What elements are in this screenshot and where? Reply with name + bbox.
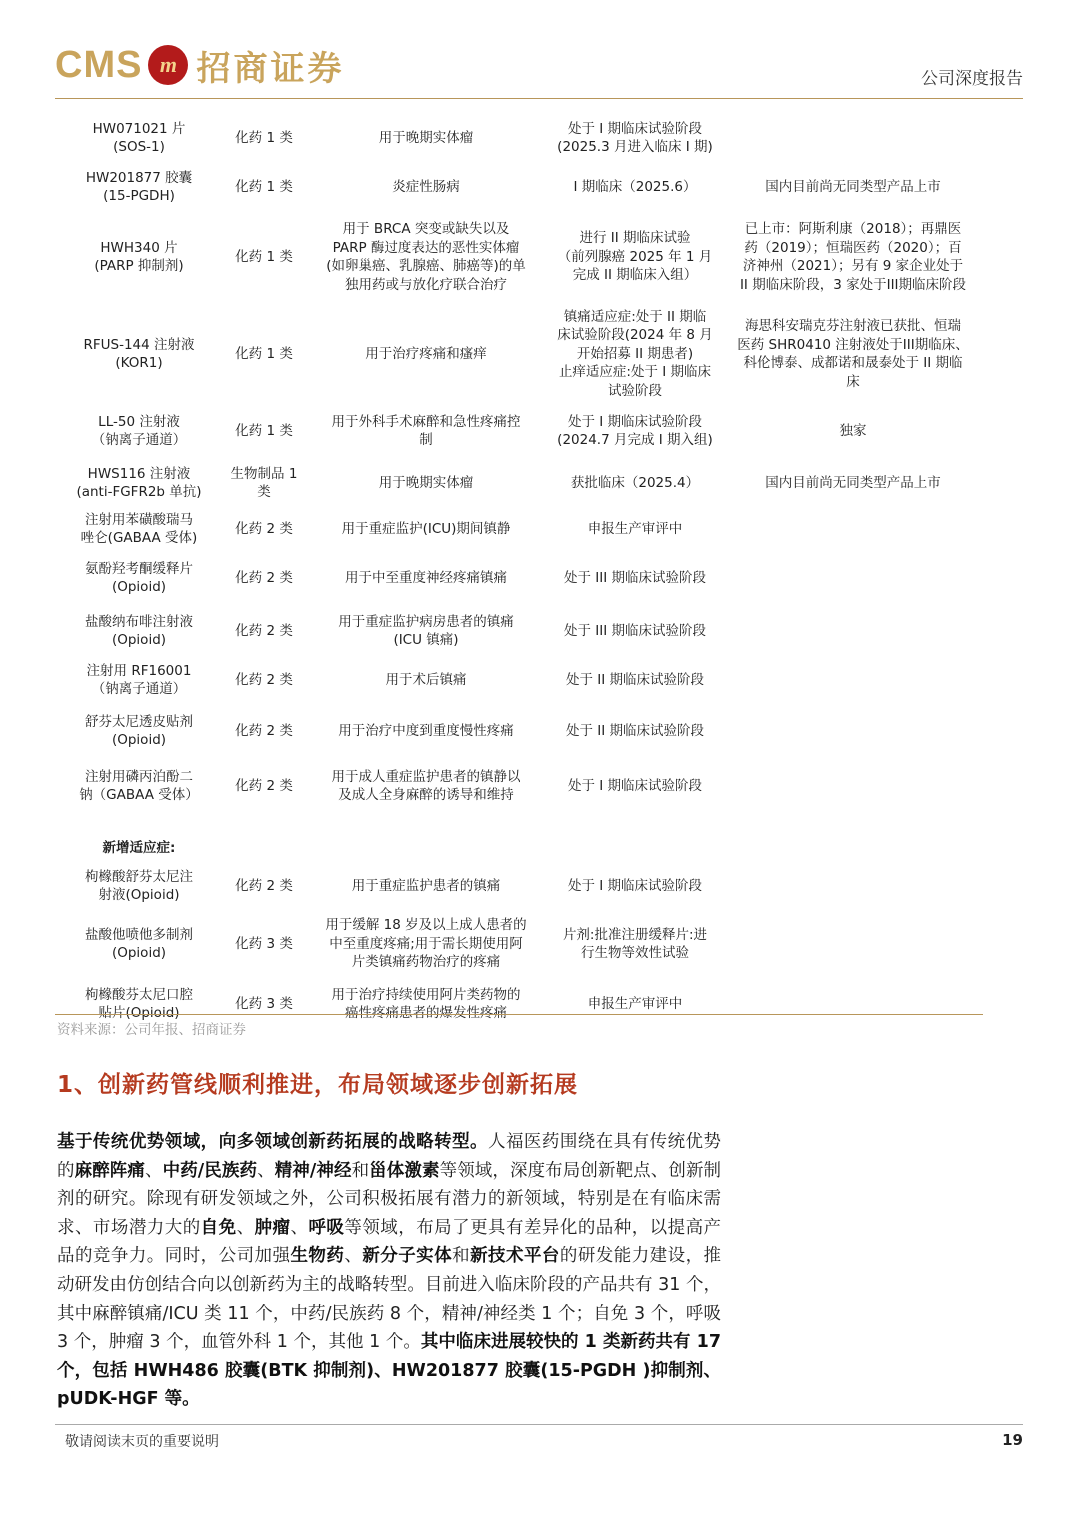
- cell-name: [55, 926, 223, 963]
- cell-line: 化药 2 类: [235, 722, 293, 739]
- text-run: 、: [344, 1246, 363, 1267]
- cell-line: 制: [419, 432, 433, 448]
- bold-run: 自免: [200, 1217, 237, 1238]
- cell-category: [223, 935, 305, 954]
- bold-run: 呼吸: [308, 1217, 345, 1238]
- logo-mark-icon: m: [148, 45, 188, 85]
- cell-line: 用于 BRCA 突变或缺失以及: [342, 221, 510, 237]
- cell-line: 申报生产审评中: [587, 520, 683, 537]
- cell-indication: [305, 671, 547, 690]
- cell-indication: [305, 768, 547, 805]
- cell-line: 化药 2 类: [235, 622, 293, 639]
- bold-run: 其中临床进展较快的 1 类新药共有 17 个，包括 HWH486 胶囊(BTK 抑制剂)、HW201877 胶囊(15-PGDH )抑制剂、pUDK-HGF 等。: [57, 1332, 721, 1410]
- cell-indication: [305, 877, 547, 896]
- table-bottom-rule: [55, 1014, 983, 1015]
- cell-line: 注射用苯磺酸瑞马: [85, 511, 193, 528]
- logo-chinese: 招商证券: [196, 48, 345, 89]
- text-run: 和: [452, 1246, 471, 1267]
- cell-category: [223, 178, 305, 197]
- cell-line: 用于治疗持续使用阿片类药物的: [331, 986, 521, 1003]
- text-run: 、: [145, 1160, 163, 1181]
- cell-line: 处于 III 期临床试验阶段: [563, 622, 707, 639]
- page-footer: [55, 1424, 1023, 1465]
- cell-line: 射液(Opioid): [98, 887, 180, 903]
- cell-name: [55, 120, 223, 157]
- cell-category: [223, 520, 305, 539]
- cell-line: 已上市：阿斯利康（2018）；再鼎医: [744, 221, 962, 237]
- cell-status: [547, 308, 723, 401]
- cell-name: [55, 868, 223, 905]
- cell-category: [223, 722, 305, 741]
- cell-status: [547, 877, 723, 896]
- table-row: [55, 209, 983, 305]
- cell-line: 用于重症监护病房患者的镇痛: [338, 613, 514, 630]
- cell-line: 注射用磷丙泊酚二: [85, 768, 193, 785]
- cell-line: (2025.3 月进入临床 I 期): [557, 139, 713, 155]
- cell-status: [547, 995, 723, 1014]
- cell-line: (KOR1): [115, 355, 163, 371]
- cell-line: 用于晚期实体瘤: [378, 129, 474, 146]
- cell-line: 贴片(Opioid): [98, 1005, 180, 1021]
- cell-status: [547, 622, 723, 641]
- cell-indication: [305, 220, 547, 294]
- cell-status: [547, 926, 723, 963]
- footer-note: 敬请阅读末页的重要说明: [65, 1434, 219, 1450]
- cell-line: PARP 酶过度表达的恶性实体瘤: [332, 239, 520, 256]
- cell-line: 独用药或与放化疗联合治疗: [345, 276, 507, 293]
- cell-line: (2024.7 月完成 I 期入组): [557, 432, 713, 448]
- cell-status: [547, 229, 723, 285]
- cell-status: [547, 520, 723, 539]
- cell-indication: [305, 722, 547, 741]
- cell-line: (Opioid): [111, 732, 167, 748]
- cell-name: [55, 169, 223, 206]
- bold-run: 肿瘤: [254, 1217, 291, 1238]
- bold-run: 新分子实体: [362, 1246, 453, 1267]
- cell-line: 申报生产审评中: [587, 995, 683, 1012]
- cell-name: [55, 413, 223, 450]
- bold-run: 中药/民族药: [162, 1160, 258, 1181]
- text-run: 、: [257, 1160, 275, 1181]
- cell-competition: [723, 220, 983, 294]
- cell-name: [55, 239, 223, 276]
- cell-line: 海思科安瑞克芬注射液已获批、恒瑞: [745, 318, 961, 334]
- cell-line: 国内目前尚无同类型产品上市: [765, 178, 941, 195]
- cell-line: 处于 I 期临床试验阶段: [567, 120, 703, 137]
- table-row: [55, 403, 983, 459]
- cell-line: RFUS-144 注射液: [83, 336, 195, 353]
- bold-run: 生物药: [290, 1246, 345, 1267]
- cell-line: (Opioid): [111, 579, 167, 595]
- table-row: [55, 708, 983, 754]
- cell-line: 开始招募 II 期患者): [576, 345, 694, 362]
- table-source: 资料来源：公司年报、招商证券: [57, 1022, 246, 1038]
- cell-line: 化药 2 类: [235, 777, 293, 794]
- cell-name: [55, 560, 223, 597]
- cell-line: (ICU 镇痛): [393, 632, 459, 648]
- section-title: 1、创新药管线顺利推进，布局领域逐步创新拓展: [57, 1072, 579, 1098]
- cell-indication: [305, 986, 547, 1023]
- text-run: 和: [351, 1160, 370, 1181]
- table-row: [55, 167, 983, 207]
- cell-category: [223, 129, 305, 148]
- text-run: 、: [236, 1217, 255, 1238]
- bold-run: 精神/神经: [274, 1160, 352, 1181]
- cell-line: 枸橼酸芬太尼口腔: [85, 986, 193, 1003]
- cell-line: （前列腺癌 2025 年 1 月: [557, 248, 713, 265]
- cell-category: [223, 248, 305, 267]
- cell-line: 医药 SHR0410 注射液处于III期临床、: [737, 336, 969, 353]
- text-run: 等领域，深度布局创新靶点、创新制剂的研究。除现有研发领域之外，公司积极拓展有潜力的新领域，特别是在有临床需求、市场潜力大的: [57, 1160, 722, 1238]
- cell-line: 用于外科手术麻醉和急性疼痛控: [331, 413, 521, 430]
- cell-line: 化药 2 类: [235, 569, 293, 586]
- text-run: 人福医药围绕在具有传统优势的: [57, 1132, 721, 1181]
- cell-indication: [305, 520, 547, 539]
- cell-category: [223, 569, 305, 588]
- cell-line: II 期临床阶段，3 家处于III期临床阶段: [739, 276, 967, 293]
- table-row: [55, 506, 983, 552]
- cell-name: [55, 613, 223, 650]
- cell-line: 舒芬太尼透皮贴剂: [85, 713, 193, 730]
- cell-line: 用于治疗中度到重度慢性疼痛: [338, 722, 514, 739]
- cell-line: 用于治疗疼痛和瘙痒: [365, 345, 487, 362]
- cell-line: HW201877 胶囊: [85, 169, 193, 186]
- cell-name: [55, 465, 223, 502]
- cell-line: HWH340 片: [100, 239, 178, 256]
- bold-run: 新技术平台: [470, 1246, 560, 1267]
- cell-line: 止痒适应症:处于 I 期临床: [558, 364, 712, 381]
- table-row: [55, 462, 983, 504]
- cell-line: 科伦博泰、成都诺和晟泰处于 II 期临: [743, 355, 963, 371]
- cell-line: (Opioid): [111, 945, 167, 961]
- table-row: [55, 913, 983, 975]
- table-row: [55, 759, 983, 813]
- cell-line: (15-PGDH): [103, 188, 175, 204]
- cell-indication: [305, 129, 547, 148]
- cell-line: 炎症性肠病: [392, 178, 460, 195]
- cell-category: [223, 777, 305, 796]
- cell-status: [547, 777, 723, 796]
- cell-competition: [723, 422, 983, 441]
- cell-name: [55, 768, 223, 805]
- cell-line: 用于术后镇痛: [385, 671, 467, 688]
- cell-line: (SOS-1): [113, 139, 165, 155]
- cell-status: [547, 722, 723, 741]
- logo-latin: CMS: [55, 43, 143, 86]
- cell-line: (如卵巢癌、乳腺癌、肺癌等)的单: [326, 258, 526, 274]
- cell-line: (Opioid): [111, 632, 167, 648]
- cell-competition: [723, 317, 983, 391]
- cell-line: （钠离子通道）: [91, 432, 187, 448]
- cell-line: 处于 II 期临床试验阶段: [565, 722, 705, 739]
- cell-category: [223, 877, 305, 896]
- cell-status: [547, 413, 723, 450]
- cell-line: 进行 II 期临床试验: [579, 230, 691, 247]
- cell-line: 获批临床（2025.4）: [570, 474, 700, 491]
- cell-line: 行生物等效性试验: [581, 945, 689, 961]
- cell-line: 片类镇痛药物治疗的疼痛: [351, 954, 501, 971]
- cms-logo: [55, 42, 344, 88]
- table-row: [55, 555, 983, 601]
- table-subheading: 新增适应症:: [102, 840, 176, 856]
- cell-line: 化药 1 类: [235, 129, 293, 146]
- page-header: [55, 40, 1023, 99]
- text-run: 的研发能力建设，推动研发由仿创结合向以创新药为主的战略转型。目前进入临床阶段的产品共有 31 个，其中麻醉镇痛/ICU 类 11 个，中药/民族药 8 个，精神/神经类 1 个；自免 3 个，呼吸 3 个，肿瘤 3 个，血管外科 1 个，其他 1 个。: [57, 1246, 722, 1353]
- cell-line: 化药 3 类: [235, 935, 293, 952]
- cell-line: 国内目前尚无同类型产品上市: [765, 474, 941, 491]
- cell-line: 化药 1 类: [235, 248, 293, 265]
- cell-line: I 期临床（2025.6）: [573, 178, 697, 195]
- cell-status: [547, 120, 723, 157]
- cell-line: 枸橼酸舒芬太尼注: [85, 868, 193, 885]
- cell-line: 用于重症监护患者的镇痛: [351, 877, 501, 894]
- cell-line: (PARP 抑制剂): [94, 258, 184, 274]
- bold-run: 甾体激素: [369, 1160, 440, 1181]
- cell-category: [223, 671, 305, 690]
- cell-line: 化药 2 类: [235, 520, 293, 537]
- table-row: [55, 113, 983, 163]
- cell-line: 处于 II 期临床试验阶段: [565, 671, 705, 688]
- cell-category: [223, 622, 305, 641]
- cell-line: LL-50 注射液: [98, 413, 180, 430]
- cell-indication: [305, 413, 547, 450]
- cell-line: 化药 1 类: [235, 345, 293, 362]
- cell-line: 用于中至重度神经疼痛镇痛: [345, 569, 507, 586]
- cell-status: [547, 474, 723, 493]
- table-row: [55, 657, 983, 703]
- cell-name: [55, 662, 223, 699]
- cell-line: 床试验阶段(2024 年 8 月: [557, 327, 713, 344]
- cell-line: （钠离子通道）: [91, 681, 187, 697]
- cell-line: 化药 1 类: [235, 422, 293, 439]
- cell-indication: [305, 916, 547, 972]
- cell-line: 镇痛适应症:处于 II 期临: [563, 308, 707, 325]
- report-type: 公司深度报告: [921, 69, 1023, 89]
- cell-line: 注射用 RF16001: [86, 662, 192, 679]
- cell-line: 及成人全身麻醉的诱导和维持: [338, 787, 514, 803]
- cell-line: 完成 II 期临床入组）: [572, 267, 698, 284]
- cell-line: 处于 I 期临床试验阶段: [567, 413, 703, 430]
- cell-line: 独家: [839, 422, 867, 439]
- cell-line: 化药 2 类: [235, 671, 293, 688]
- page-number: 19: [1002, 1431, 1023, 1449]
- cell-indication: [305, 345, 547, 364]
- cell-line: 床: [846, 373, 860, 390]
- cell-line: 药（2019）；恒瑞医药（2020）；百: [744, 239, 962, 256]
- bold-run: 麻醉阵痛: [74, 1160, 145, 1181]
- cell-line: 用于晚期实体瘤: [378, 474, 474, 491]
- cell-name: [55, 336, 223, 373]
- cell-indication: [305, 474, 547, 493]
- cell-line: 氨酚羟考酮缓释片: [85, 560, 193, 577]
- cell-category: [223, 465, 305, 502]
- cell-line: 唑仑(GABAA 受体): [80, 530, 198, 546]
- cell-line: 中至重度疼痛;用于需长期使用阿: [329, 935, 523, 952]
- cell-line: 盐酸他喷他多制剂: [85, 926, 193, 943]
- cell-line: 处于 III 期临床试验阶段: [563, 569, 707, 586]
- cell-category: [223, 995, 305, 1014]
- cell-status: [547, 671, 723, 690]
- text-run: 、: [290, 1217, 309, 1238]
- table-row: [55, 606, 983, 656]
- bold-run: 基于传统优势领域，向多领域创新药拓展的战略转型。: [57, 1132, 488, 1152]
- cell-line: 处于 I 期临床试验阶段: [567, 877, 703, 894]
- cell-line: 化药 2 类: [235, 877, 293, 894]
- table-row: [55, 307, 983, 401]
- cell-line: 盐酸纳布啡注射液: [85, 613, 193, 630]
- cell-line: 钠（GABAA 受体）: [79, 787, 199, 803]
- cell-line: 用于成人重症监护患者的镇静以: [331, 768, 521, 785]
- cell-line: 试验阶段: [608, 382, 662, 399]
- cell-name: [55, 713, 223, 750]
- cell-line: 化药 3 类: [235, 995, 293, 1012]
- body-paragraph: [57, 1128, 721, 1414]
- cell-category: [223, 345, 305, 364]
- cell-status: [547, 569, 723, 588]
- cell-line: 片剂:批准注册缓释片:进: [562, 926, 708, 943]
- cell-line: 用于缓解 18 岁及以上成人患者的: [325, 917, 527, 934]
- cell-category: [223, 422, 305, 441]
- cell-line: 用于重症监护(ICU)期间镇静: [341, 520, 511, 537]
- cell-indication: [305, 569, 547, 588]
- cell-line: HW071021 片: [92, 120, 186, 137]
- cell-competition: [723, 178, 983, 197]
- text-run: 等领域，布局了更具有差异化的品种，以提高产品的竞争力。同时，公司加强: [57, 1217, 722, 1267]
- cell-line: 化药 1 类: [235, 178, 293, 195]
- cell-indication: [305, 613, 547, 650]
- cell-name: [55, 986, 223, 1023]
- cell-status: [547, 178, 723, 197]
- cell-name: [55, 511, 223, 548]
- cell-line: HWS116 注射液: [87, 465, 191, 482]
- cell-line: 处于 I 期临床试验阶段: [567, 777, 703, 794]
- cell-line: (anti-FGFR2b 单抗): [76, 484, 202, 500]
- cell-line: 生物制品 1 类: [230, 465, 298, 500]
- table-row: [55, 862, 983, 910]
- cell-indication: [305, 178, 547, 197]
- cell-competition: [723, 474, 983, 493]
- cell-line: 济神州（2021）；另有 9 家企业处于: [742, 258, 964, 274]
- cell-line: 癌性疼痛患者的爆发性疼痛: [345, 1005, 507, 1021]
